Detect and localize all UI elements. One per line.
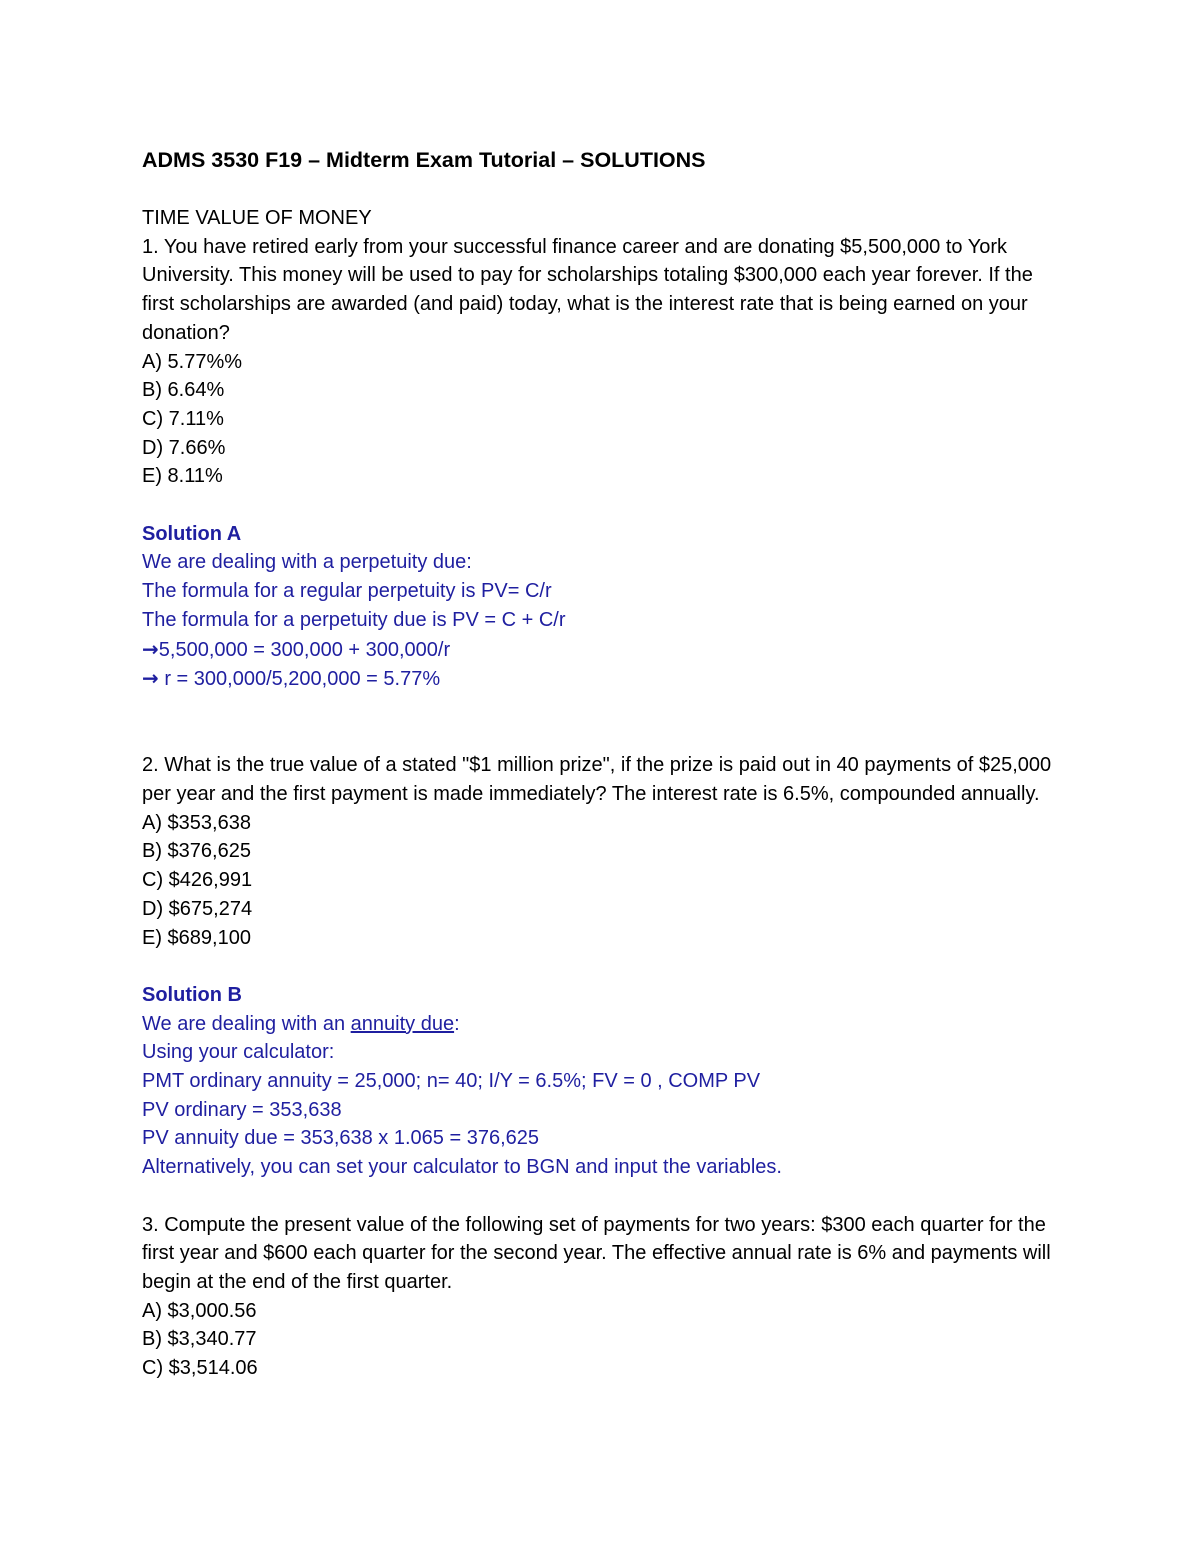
q1-option-e: E) 8.11% [142, 465, 223, 488]
q1-solution-line-4 [142, 635, 1062, 665]
spacer [142, 952, 1062, 981]
q3-option-a: A) $3,000.56 [142, 1299, 257, 1322]
q1-option-d: D) 7.66% [142, 436, 226, 459]
q1-solution-equation: 5,500,000 = 300,000 + 300,000/r [158, 638, 451, 661]
q1-solution [142, 520, 1062, 694]
spacer [142, 491, 1062, 520]
q1-option-a: A) 5.77%% [142, 350, 243, 373]
q1-solution-line-1: We are dealing with a perpetuity due: [142, 551, 472, 574]
q2-option-e: E) $689,100 [142, 926, 251, 949]
right-arrow-icon: → [142, 636, 159, 661]
q2-solution-line-1 [142, 1010, 1062, 1039]
q1-solution-line-2: The formula for a regular perpetuity is PV= C/r [142, 580, 552, 603]
spacer [142, 723, 1062, 752]
q2-solution-line-2: Using your calculator: [142, 1041, 335, 1064]
q1-solution-line-3: The formula for a perpetuity due is PV = C + C/r [142, 608, 566, 631]
q2-solution-heading: Solution B [142, 983, 242, 1006]
q1-solution-line-5 [142, 664, 1062, 694]
q2-option-b: B) $376,625 [142, 840, 251, 863]
q2-solution [142, 981, 1062, 1182]
q2-solution-line-5: PV annuity due = 353,638 x 1.065 = 376,625 [142, 1127, 539, 1150]
q2-option-c: C) $426,991 [142, 869, 253, 892]
q3-option-c: C) $3,514.06 [142, 1357, 258, 1380]
question-2-text: 2. What is the true value of a stated "$1 million prize", if the prize is paid out in 40 payments of $25,000 per year and the first payment is made immediately? The interest rate is 6.5%, compounded annually. [142, 754, 1052, 806]
q2-solution-line-3: PMT ordinary annuity = 25,000; n= 40; I/Y = 6.5%; FV = 0 , COMP PV [142, 1070, 761, 1093]
right-arrow-icon: → [142, 666, 159, 691]
q2-option-a: A) $353,638 [142, 811, 251, 834]
q1-option-b: B) 6.64% [142, 379, 225, 402]
q2-option-d: D) $675,274 [142, 897, 253, 920]
question-3-text: 3. Compute the present value of the following set of payments for two years: $300 each quarter for the first year and $600 each quarter for the second year. The effective annual rate is 6% and payments will begin at the end of the first quarter. [142, 1213, 1051, 1293]
q1-solution-heading: Solution A [142, 522, 242, 545]
annuity-due-term: annuity due [350, 1012, 455, 1035]
q3-option-b: B) $3,340.77 [142, 1328, 257, 1351]
page-title: ADMS 3530 F19 – Midterm Exam Tutorial – SOLUTIONS [142, 148, 706, 172]
document-body [142, 146, 1062, 1383]
q1-solution-result: r = 300,000/5,200,000 = 5.77% [158, 668, 441, 691]
q2-solution-suffix: : [454, 1012, 460, 1035]
q2-solution-line-4: PV ordinary = 353,638 [142, 1098, 342, 1121]
q1-option-c: C) 7.11% [142, 407, 224, 430]
spacer [142, 1182, 1062, 1211]
section-heading: TIME VALUE OF MONEY [142, 207, 372, 229]
q2-solution-line-6: Alternatively, you can set your calculator to BGN and input the variables. [142, 1156, 782, 1179]
question-1-text: 1. You have retired early from your successful finance career and are donating $5,500,000 to York University. This money will be used to pay for scholarships totaling $300,000 each year forever. If the first scholarships are awarded (and paid) today, what is the interest rate that is being earned on your donation? [142, 235, 1033, 344]
q2-solution-prefix: We are dealing with an [142, 1012, 351, 1035]
spacer [142, 694, 1062, 723]
